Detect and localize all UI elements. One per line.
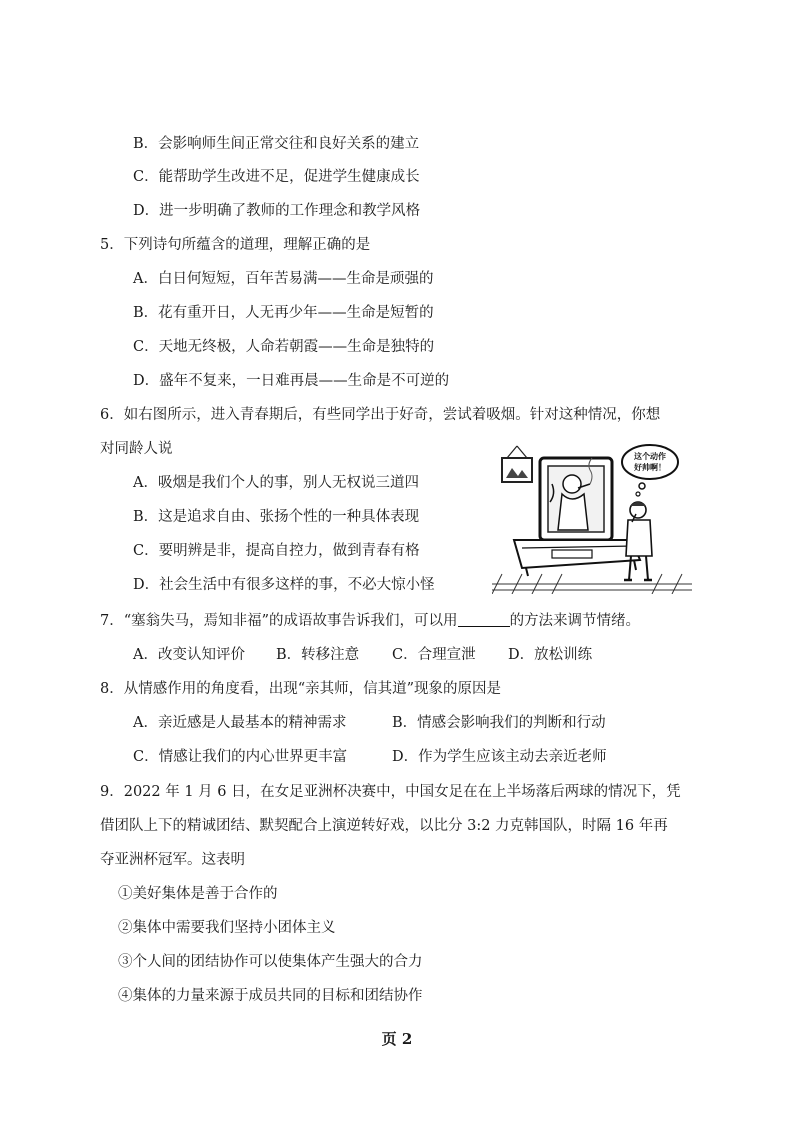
cartoon-drawing [492,444,692,594]
q5-option-c: C．天地无终极，人命若朝霞——生命是独特的 [133,339,435,355]
q8-option-a: A．亲近感是人最基本的精神需求 [133,715,347,731]
q6-option-c: C．要明辨是非，提高自控力，做到青春有格 [133,543,420,559]
page-number: 页 2 [381,1030,413,1048]
q5-option-b: B．花有重开日，人无再少年——生命是短暂的 [133,305,434,321]
q7-stem-before: 7．“塞翁失马，焉知非福”的成语故事告诉我们，可以用 [100,613,458,629]
q7-option-d: D．放松训练 [508,647,593,663]
wall-picture [502,446,532,482]
q5-option-d: D．盛年不复来，一日难再晨——生命是不可逆的 [133,373,450,389]
boy-figure [624,502,652,580]
q9-item-2: ②集体中需要我们坚持小团体主义 [118,920,336,936]
bubble-text-line2: 好帅啊！ [634,463,666,472]
q7-option-c: C．合理宣泄 [392,647,476,663]
q4-option-d: D．进一步明确了教师的工作理念和教学风格 [133,203,421,219]
q8-option-c: C．情感让我们的内心世界更丰富 [133,749,348,765]
q7-answer-blank [458,612,510,627]
q5-option-a: A．白日何短短，百年苦易满——生命是顽强的 [133,271,434,287]
q7-stem [100,611,640,631]
television [540,458,612,540]
q8-stem: 8．从情感作用的角度看，出现“亲其师，信其道”现象的原因是 [100,681,502,697]
q9-stem-line2: 借团队上下的精诚团结、默契配合上演逆转好戏，以比分 3:2 力克韩国队，时隔 16 年再 [100,818,668,834]
q9-item-4: ④集体的力量来源于成员共同的目标和团结协作 [118,988,423,1004]
q8-option-b: B．情感会影响我们的判断和行动 [392,715,606,731]
q7-stem-after: 的方法来调节情绪。 [509,613,641,629]
q5-stem: 5．下列诗句所蕴含的道理，理解正确的是 [100,237,371,253]
tv-cabinet [514,540,640,576]
q6-stem-line2: 对同龄人说 [100,441,173,457]
q9-item-1: ①美好集体是善于合作的 [118,886,278,902]
q6-option-b: B．这是追求自由、张扬个性的一种具体表现 [133,509,420,525]
floor-hatching [492,574,692,594]
q6-option-a: A．吸烟是我们个人的事，别人无权说三道四 [133,475,419,491]
q9-stem-line1: 9．2022 年 1 月 6 日，在女足亚洲杯决赛中，中国女足在在上半场落后两球的情况下，凭 [100,784,681,800]
q6-option-d: D．社会生活中有很多这样的事，不必大惊小怪 [133,577,435,593]
q6-stem-line1: 6．如右图所示，进入青春期后，有些同学出于好奇，尝试着吸烟。针对这种情况，你想 [100,407,661,423]
q9-stem-line3: 夺亚洲杯冠军。这表明 [100,852,245,868]
bubble-text-line1: 这个动作 [634,452,666,461]
q4-option-c: C．能帮助学生改进不足，促进学生健康成长 [133,169,420,185]
smoking-cartoon-illustration [492,444,692,594]
q7-option-a: A．改变认知评价 [133,647,245,663]
q7-option-b: B．转移注意 [276,647,360,663]
q9-item-3: ③个人间的团结协作可以使集体产生强大的合力 [118,954,423,970]
q4-option-b: B．会影响师生间正常交往和良好关系的建立 [133,136,420,152]
q8-option-d: D．作为学生应该主动去亲近老师 [392,749,607,765]
thought-bubble [622,445,678,496]
